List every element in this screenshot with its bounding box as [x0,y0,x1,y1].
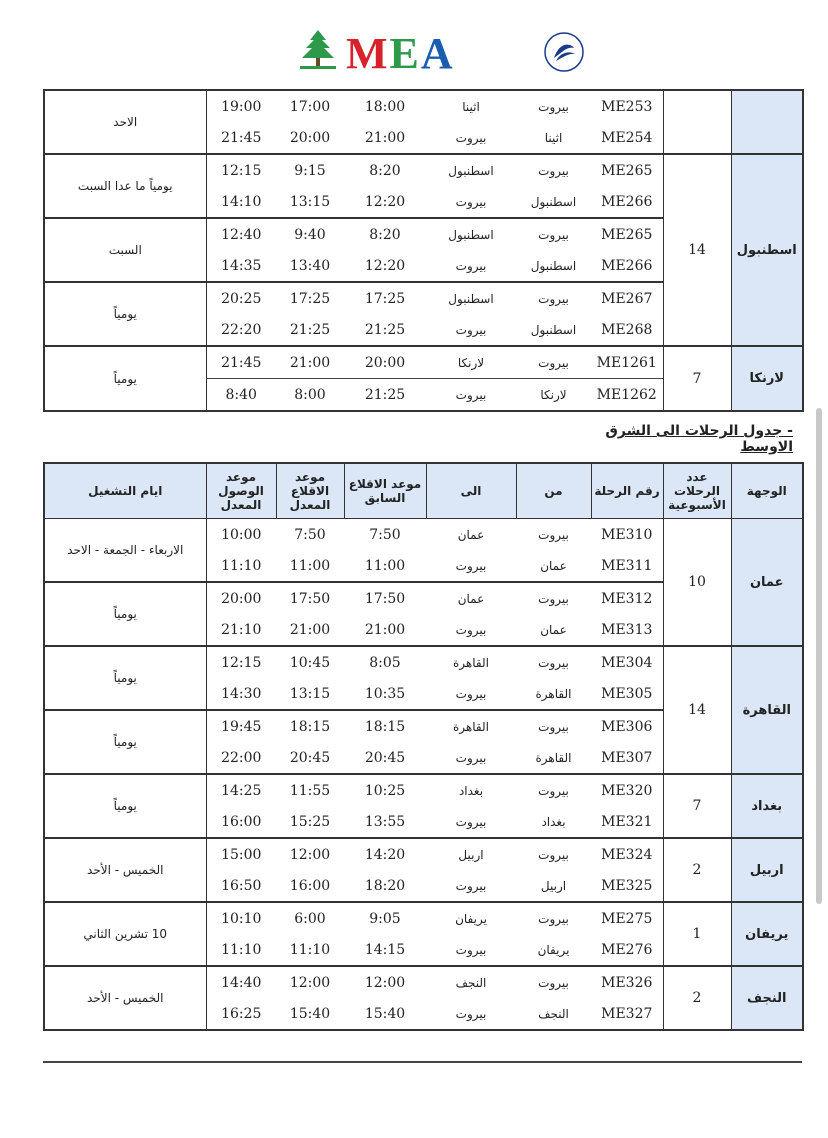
previous-departure-cell: 14:15 [364,941,406,958]
revised-arrival-cell: 16:50 [221,877,262,894]
revised-departure-cell: 13:40 [289,257,331,274]
previous-departure-cell: 15:40 [364,1005,406,1022]
previous-departure-cell: 8:05 [344,646,426,678]
header-from: من [516,463,591,519]
table-row [44,646,803,678]
revised-departure-cell: 9:15 [276,154,344,186]
destination-city-cell: بيروت [455,258,487,273]
revised-departure-cell: 21:00 [289,621,331,638]
header-previous-departure: موعد الاقلاع السابق [344,463,426,519]
table-row [44,519,803,551]
destination-cell: يريفان [731,902,803,966]
destination-cell: لارنكا [731,346,803,411]
flight-number-cell: ME1262 [591,379,663,412]
flight-number-cell: ME312 [591,582,663,614]
revised-arrival-cell: 14:30 [221,685,262,702]
origin-cell: بيروت [516,218,591,250]
table-row [44,838,803,870]
table-header-row [44,463,803,519]
previous-departure-cell: 18:15 [344,710,426,742]
flight-number-cell: ME266 [601,257,653,274]
origin-cell: بيروت [538,99,569,114]
origin-cell: عمان [540,558,567,573]
revised-arrival-cell: 20:00 [206,582,276,614]
previous-departure-cell: 21:25 [364,321,406,338]
revised-arrival-cell: 19:45 [206,710,276,742]
origin-cell: بيروت [516,838,591,870]
cedar-tree-icon [296,28,340,72]
middle-east-section-title: - جدول الرحلات الى الشرق الاوسط [605,423,793,455]
previous-departure-cell: 18:20 [364,877,406,894]
flight-number-cell: ME306 [591,710,663,742]
destination-city-cell: بيروت [455,194,487,209]
flight-number-cell: ME305 [601,685,653,702]
destination-city-cell: يريفان [426,902,516,934]
operating-days-cell: 10 تشرين الثاني [44,902,206,966]
origin-cell: بيروت [516,646,591,678]
destination-city-cell: القاهرة [426,710,516,742]
operating-days-cell: يومياً [44,646,206,710]
flight-number-cell: ME307 [601,749,653,766]
table-row [44,90,803,122]
destination-city-cell: اسطنبول [426,218,516,250]
revised-departure-cell: 17:25 [276,282,344,314]
origin-cell: القاهرة [535,686,572,701]
revised-arrival-cell: 16:25 [221,1005,262,1022]
skyteam-logo-icon [542,30,586,74]
table-row [44,774,803,806]
header-revised-arrival: موعد الوصول المعدل [206,463,276,519]
destination-city-cell: بيروت [426,379,516,412]
header-flight-number: رقم الرحلة [591,463,663,519]
revised-arrival-cell: 16:00 [221,813,262,830]
origin-cell: بيروت [538,527,569,542]
weekly-count-cell: 2 [663,966,731,1030]
previous-departure-cell: 12:20 [364,193,406,210]
weekly-count-cell: 2 [663,838,731,902]
previous-departure-cell: 8:20 [344,154,426,186]
revised-arrival-cell: 22:00 [221,749,262,766]
destination-cell [731,90,803,154]
europe-schedule-table [43,89,804,412]
revised-departure-cell: 6:00 [276,902,344,934]
origin-cell: بيروت [516,582,591,614]
origin-cell: بيروت [516,346,591,379]
revised-arrival-cell: 10:00 [221,526,262,543]
operating-days-cell: يومياً [44,346,206,411]
revised-departure-cell: 8:00 [276,379,344,412]
previous-departure-cell: 8:20 [344,218,426,250]
destination-cell: اربيل [731,838,803,902]
revised-arrival-cell: 20:25 [206,282,276,314]
destination-city-cell: عمان [426,582,516,614]
flight-number-cell: ME313 [601,621,653,638]
revised-departure-cell: 17:50 [276,582,344,614]
flight-number-cell: ME268 [601,321,653,338]
flight-number-cell: ME321 [601,813,653,830]
previous-departure-cell: 20:45 [364,749,406,766]
operating-days-cell: يومياً [44,774,206,838]
previous-departure-cell: 20:00 [344,346,426,379]
revised-departure-cell: 21:00 [276,346,344,379]
previous-departure-cell: 10:25 [344,774,426,806]
origin-cell: اسطنبول [530,194,577,209]
revised-departure-cell: 11:55 [276,774,344,806]
weekly-count-cell: 7 [663,774,731,838]
destination-city-cell: بيروت [455,322,487,337]
revised-arrival-cell: 19:00 [221,98,262,115]
previous-departure-cell: 12:20 [364,257,406,274]
table-row [44,966,803,998]
revised-arrival-cell: 12:15 [206,646,276,678]
revised-arrival-cell: 12:15 [206,154,276,186]
flight-number-cell: ME326 [591,966,663,998]
origin-cell: اسطنبول [530,322,577,337]
flight-number-cell: ME266 [601,193,653,210]
operating-days-cell: يومياً [44,582,206,646]
origin-cell: النجف [538,1006,569,1021]
header-to: الى [426,463,516,519]
revised-arrival-cell: 21:10 [221,621,262,638]
table-row [44,346,803,379]
previous-departure-cell: 13:55 [364,813,406,830]
revised-arrival-cell: 15:00 [206,838,276,870]
revised-arrival-cell: 14:40 [206,966,276,998]
operating-days-cell: يومياً [44,282,206,346]
vertical-scrollbar[interactable] [816,408,822,904]
destination-city-cell: بيروت [455,622,487,637]
origin-cell: بيروت [516,902,591,934]
weekly-count-cell [663,90,731,154]
weekly-count-cell: 1 [663,902,731,966]
destination-cell: النجف [731,966,803,1030]
revised-departure-cell: 7:50 [294,526,326,543]
revised-departure-cell: 18:15 [276,710,344,742]
origin-cell: لارنكا [516,379,591,412]
destination-city-cell: اسطنبول [426,154,516,186]
destination-city-cell: النجف [426,966,516,998]
flight-number-cell: ME1261 [591,346,663,379]
previous-departure-cell: 14:20 [344,838,426,870]
origin-cell: عمان [540,622,567,637]
weekly-count-cell: 14 [663,646,731,774]
flight-number-cell: ME327 [601,1005,653,1022]
revised-departure-cell: 12:00 [276,966,344,998]
destination-city-cell: اربيل [426,838,516,870]
destination-cell: اسطنبول [731,154,803,346]
flight-number-cell: ME324 [591,838,663,870]
footer-divider [43,1061,802,1063]
revised-departure-cell: 16:00 [289,877,331,894]
revised-departure-cell: 12:00 [276,838,344,870]
origin-cell: القاهرة [535,750,572,765]
revised-arrival-cell: 14:25 [206,774,276,806]
origin-cell: اربيل [540,878,567,893]
previous-departure-cell: 18:00 [364,98,406,115]
destination-city-cell: بيروت [455,130,487,145]
revised-departure-cell: 20:00 [289,129,331,146]
previous-departure-cell: 9:05 [344,902,426,934]
revised-arrival-cell: 14:10 [221,193,262,210]
origin-cell: بيروت [516,154,591,186]
flight-number-cell: ME265 [591,218,663,250]
destination-city-cell: بغداد [426,774,516,806]
operating-days-cell: يومياً [44,710,206,774]
previous-departure-cell: 7:50 [369,526,401,543]
revised-departure-cell: 17:00 [289,98,331,115]
weekly-count-cell: 14 [663,154,731,346]
origin-cell: بيروت [516,710,591,742]
flight-number-cell: ME265 [591,154,663,186]
destination-cell: بغداد [731,774,803,838]
table-row [44,154,803,186]
weekly-count-cell: 10 [663,519,731,647]
destination-cell: القاهرة [731,646,803,774]
previous-departure-cell: 21:25 [344,379,426,412]
revised-arrival-cell: 14:35 [221,257,262,274]
header-weekly-flights: عدد الرحلات الأسبوعية [663,463,731,519]
header-revised-departure: موعد الاقلاع المعدل [276,463,344,519]
revised-arrival-cell: 11:10 [221,941,262,958]
origin-cell: بغداد [541,814,566,829]
flight-number-cell: ME304 [591,646,663,678]
previous-departure-cell: 10:35 [364,685,406,702]
flight-number-cell: ME275 [591,902,663,934]
previous-departure-cell: 17:50 [344,582,426,614]
destination-city-cell: عمان [457,527,485,542]
table-row [44,902,803,934]
operating-days-cell: السبت [44,218,206,282]
mea-logo-text: MEA [346,29,455,78]
destination-city-cell: بيروت [455,686,487,701]
operating-days-cell: الاربعاء - الجمعة - الاحد [44,519,206,583]
destination-city-cell: بيروت [455,942,487,957]
origin-cell: اسطنبول [530,258,577,273]
revised-departure-cell: 11:00 [289,557,331,574]
destination-city-cell: بيروت [455,878,487,893]
destination-city-cell: اثينا [462,99,480,114]
previous-departure-cell: 11:00 [364,557,406,574]
flight-number-cell: ME276 [601,941,653,958]
header-operating-days: ايام التشغيل [44,463,206,519]
revised-arrival-cell: 22:20 [221,321,262,338]
revised-departure-cell: 13:15 [289,193,331,210]
origin-cell: اثينا [544,130,563,145]
weekly-count-cell: 7 [663,346,731,411]
flight-number-cell: ME267 [591,282,663,314]
revised-departure-cell: 15:40 [289,1005,331,1022]
flight-number-cell: ME320 [591,774,663,806]
destination-city-cell: لارنكا [426,346,516,379]
previous-departure-cell: 21:00 [364,129,406,146]
previous-departure-cell: 21:00 [364,621,406,638]
revised-arrival-cell: 10:10 [206,902,276,934]
header-destination: الوجهة [731,463,803,519]
flight-number-cell: ME253 [601,98,653,115]
middle-east-schedule-table [43,462,804,1031]
operating-days-cell: يومياً ما عدا السبت [44,154,206,218]
revised-arrival-cell: 12:40 [206,218,276,250]
origin-cell: بيروت [516,282,591,314]
flight-number-cell: ME310 [601,526,653,543]
revised-departure-cell: 15:25 [289,813,331,830]
origin-cell: يريفان [537,942,570,957]
flight-number-cell: ME254 [601,129,653,146]
revised-arrival-cell: 11:10 [221,557,262,574]
destination-city-cell: بيروت [455,1006,487,1021]
destination-city-cell: بيروت [455,814,487,829]
revised-departure-cell: 13:15 [289,685,331,702]
destination-city-cell: اسطنبول [426,282,516,314]
revised-departure-cell: 9:40 [276,218,344,250]
origin-cell: بيروت [516,774,591,806]
previous-departure-cell: 12:00 [344,966,426,998]
previous-departure-cell: 17:25 [344,282,426,314]
revised-departure-cell: 10:45 [276,646,344,678]
revised-arrival-cell: 8:40 [206,379,276,412]
revised-departure-cell: 21:25 [289,321,331,338]
destination-cell: عمان [731,519,803,647]
mea-logo [296,28,596,76]
revised-arrival-cell: 21:45 [206,346,276,379]
destination-city-cell: القاهرة [426,646,516,678]
operating-days-cell: الاحد [44,90,206,154]
destination-city-cell: بيروت [455,750,487,765]
revised-departure-cell: 20:45 [289,749,331,766]
operating-days-cell: الخميس - الأحد [44,838,206,902]
origin-cell: بيروت [516,966,591,998]
destination-city-cell: بيروت [455,558,487,573]
revised-arrival-cell: 21:45 [221,129,262,146]
flight-number-cell: ME311 [601,557,653,574]
flight-number-cell: ME325 [601,877,653,894]
revised-departure-cell: 11:10 [289,941,331,958]
operating-days-cell: الخميس - الأحد [44,966,206,1030]
